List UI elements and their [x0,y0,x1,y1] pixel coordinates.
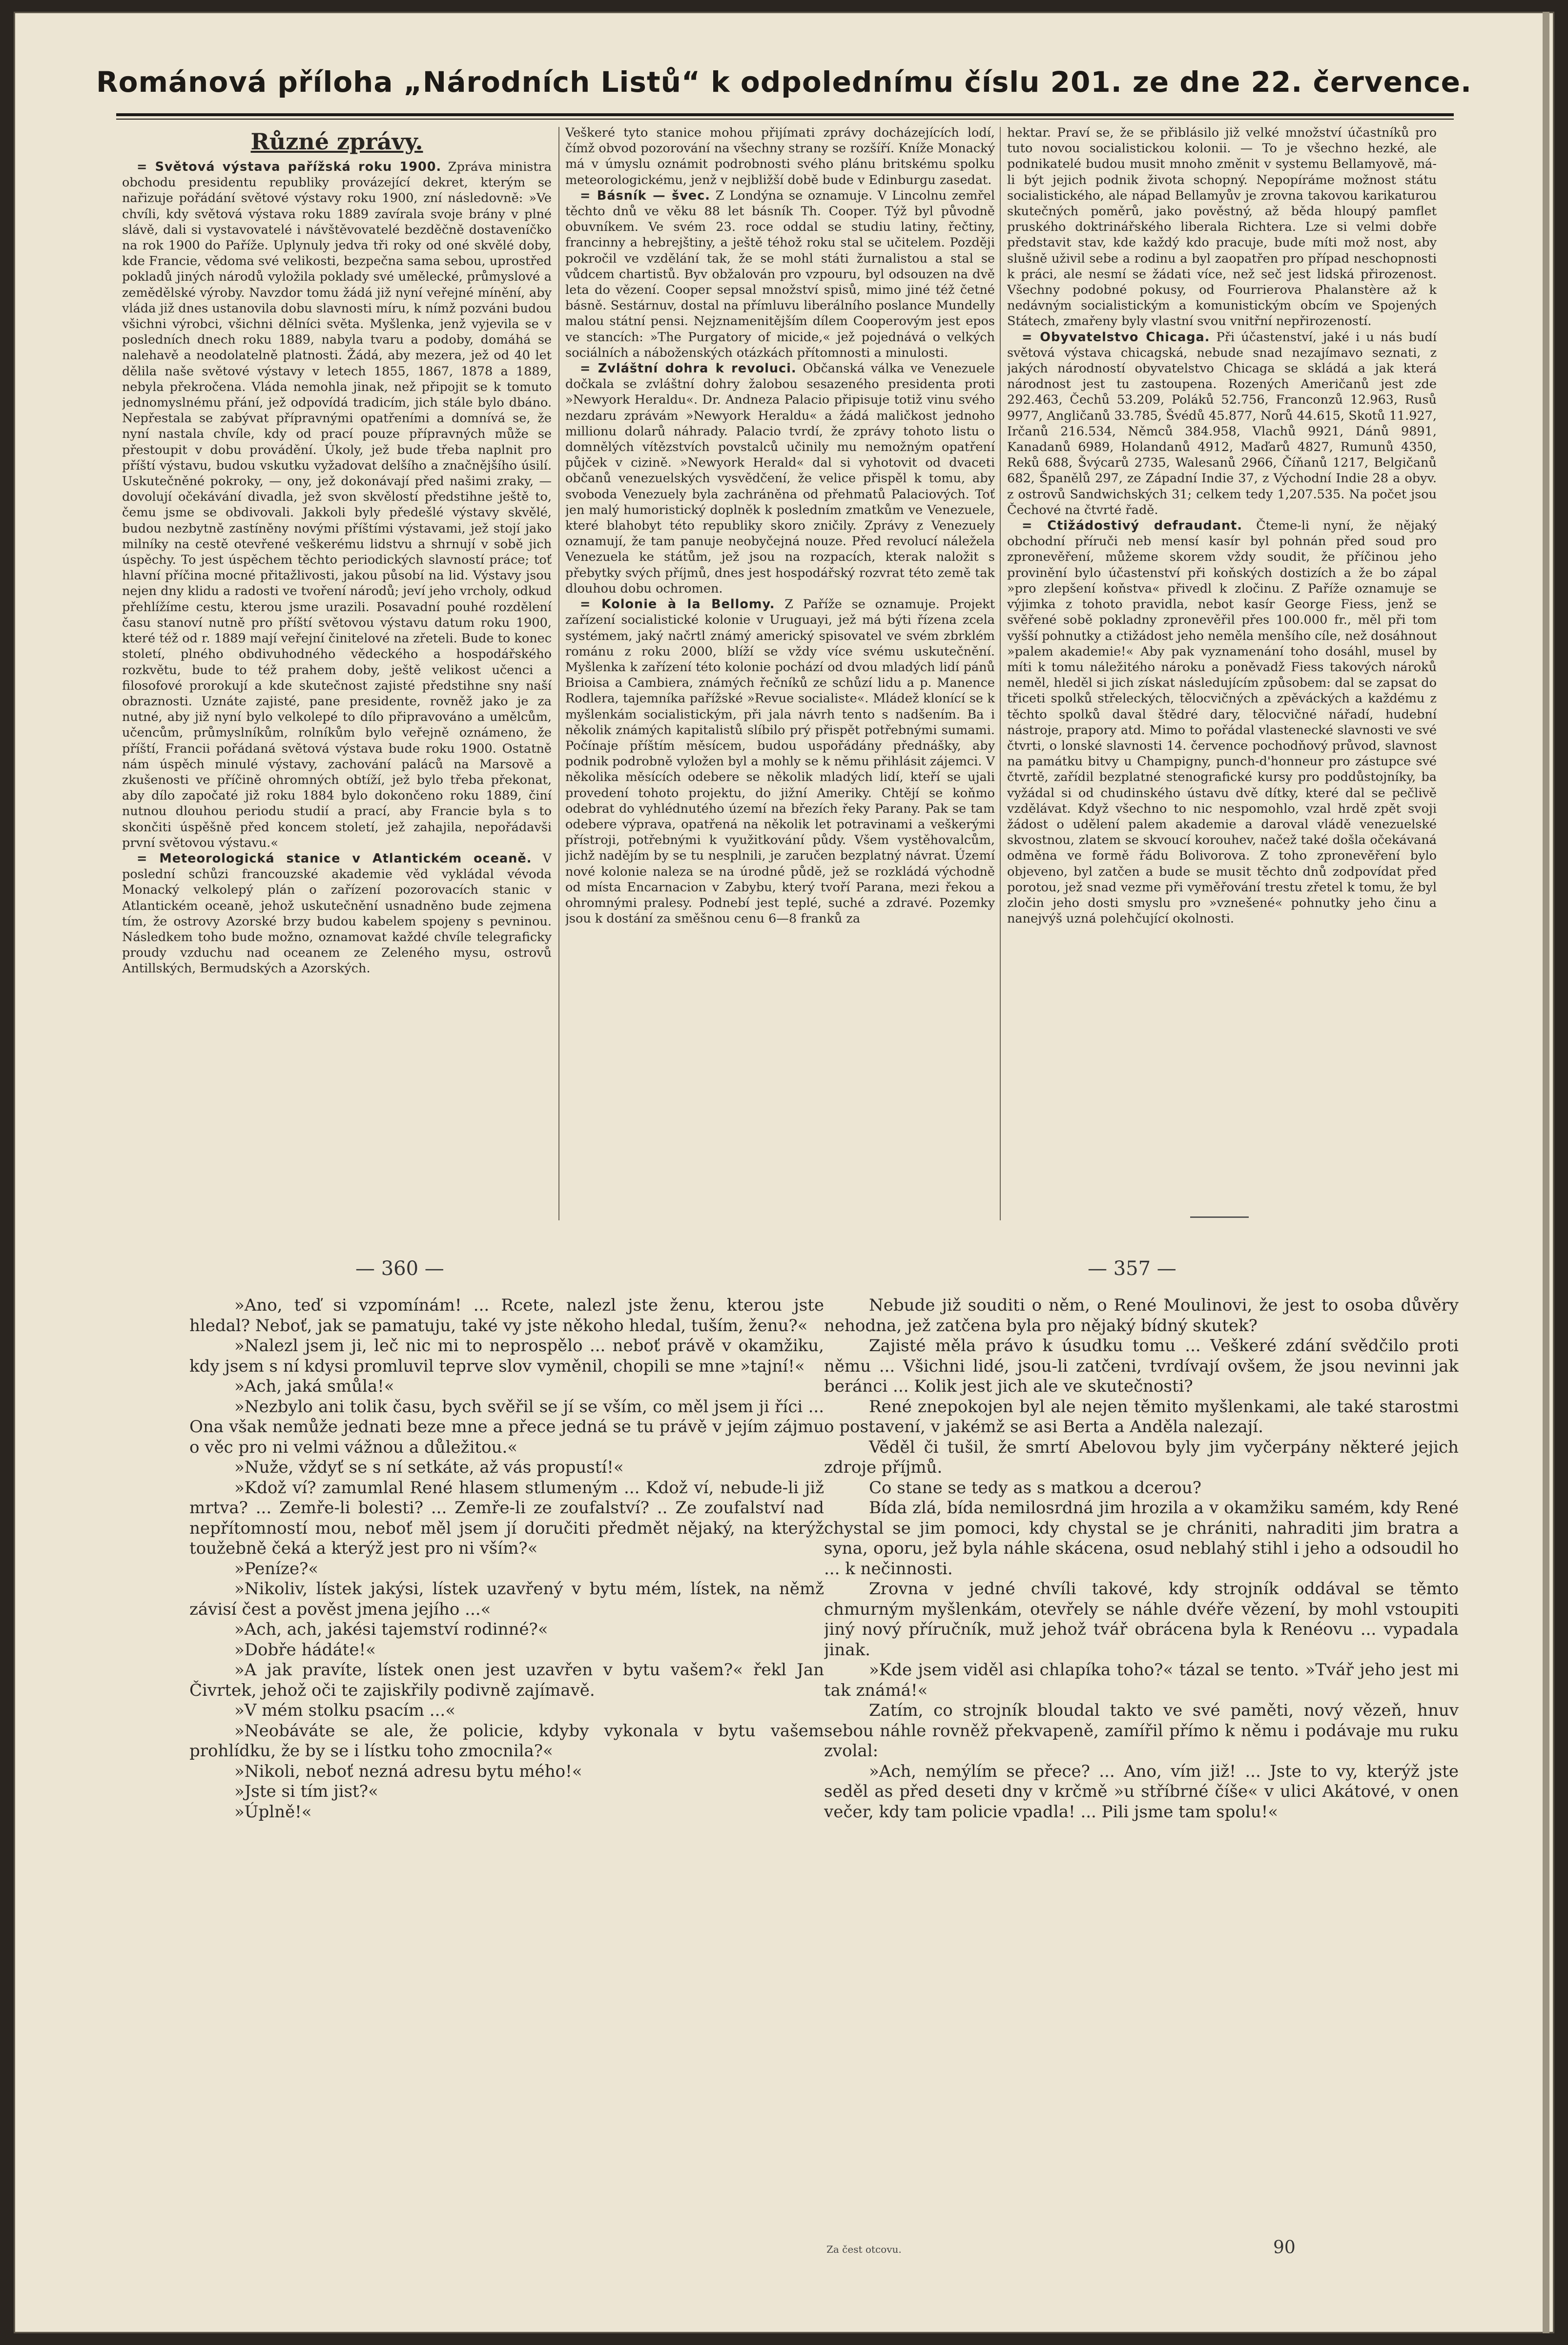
news-column-1 [122,125,552,1233]
page-number-right: — 357 — [1088,1257,1176,1280]
article-defraudant [1007,518,1437,926]
article-paris-expo [122,159,552,851]
news-column-2 [565,125,995,1233]
novel-paragraph: »Nezbylo ani tolik času, bych svěřil se jí se vším, co měl jsem ji říci ... Ona však nemůže jednati beze mne a přece jedná se tu právě v jejím zájmu o věc pro ni velmi vážnou a důležitou.« [189,1397,824,1457]
header-rule-thin [116,119,1454,120]
novel-paragraph: »V mém stolku psacím ...« [234,1701,456,1720]
novel-paragraph: Bída zlá, bída nemilosrdná jim hrozila a v okamžiku samém, kdy René chystal se jim pomoci, kdy chystal se je chrániti, nahraditi jim bratra a syna, oporu, jež byla náhle skácena, osud neblahý stihl i jeho a odsoudil ho ... k nečinnosti. [824,1498,1459,1579]
page-edge [1543,12,1549,2333]
article-heading: = Meteorologická stanice v Atlantickém oceaně. [137,851,532,866]
article-text: Občanská válka ve Venezuele dočkala se zvláštní dohry žalobou sesazeného presidenta proti »Newyork Heraldu«. Dr. Andneza Palacio připisuje totiž vinu svého nezdaru zprávám »Newyork Heraldu« a žádá maličkost jednoho millionu dolarů náhrady. Palacio tvrdí, že zprávy tohoto listu o domnělých vítězstvích povstalců učinily mu nemožným opatření půjček v cizině. »Newyork Herald« dal si vyhotovit od dvaceti občanů venezuelských vysvědčení, že velice přispěl k tomu, aby svoboda Venezuely byla zachráněna od přehmatů Palaciových. Toť jen malý humoristický doplněk k posledním zmatkům ve Venezuele, které blahobyt této republiky skoro zničily. Zprávy z Venezuely oznamují, že tam panuje neobyčejná nouze. Před revolucí náležela Venezuela ke státům, jež jsou na rozpacích, kterak naložit s přebytky svých příjmů, dnes jest hospodářský rozvrat této země tak dlouhou dobu ochromen. [565,361,995,596]
novel-paragraph: »Ach, ach, jakési tajemství rodinné?« [234,1620,548,1639]
novel-paragraph: Nebude již souditi o něm, o René Moulinovi, že jest to osoba důvěry nehodna, jež zatčena byla pro nějaký bídný skutek? [824,1296,1459,1336]
article-poet-cobbler [565,188,995,361]
novel-paragraph: »Ach, jaká smůla!« [234,1377,394,1396]
article-heading: = Obyvatelstvo Chicaga. [1022,329,1210,345]
novel-paragraph: »Dobře hádáte!« [234,1640,376,1660]
column-divider [558,127,559,1220]
novel-paragraph: Zajisté měla právo k úsudku tomu ... Veškeré zdání svědčilo proti němu ... Všichni lidé, jsou-li zatčeni, tvrdívají ovšem, že jsou nevinni jak beránci ... Kolik jest jich ale ve skutečnosti? [824,1336,1459,1396]
news-column-3 [1007,125,1437,1233]
article-colony [565,597,995,926]
novel-paragraph: »Jste si tím jist?« [234,1782,378,1801]
article-meteorology [122,851,552,977]
article-text: Zpráva ministra obchodu presidentu republiky provázející dekret, kterým se nařizuje pořádání světové výstavy roku 1900, zní následovně: »Ve chvíli, kdy světová výstava roku 1889 zavírala svoje brány v plné slávě, dali si vystavovatelé i návštěvovatelé bezděčně dostaveníčko na rok 1900 do Paříže. Uplynuly jedva tři roky od oné skvělé doby, kde Francie, vědoma své velikosti, bezpečna sama sebou, uprostřed pokladů jiných národů vyložila poklady své umělecké, průmyslové a zemědělské výroby. Navzdor tomu žádá již nyní veřejné mínění, aby vláda již dnes ustanovila dobu slavnosti míru, k nímž pozváni budou všichni výrobci, všichni dělníci světa. Myšlenka, jenž vyjevila se v posledních dnech roku 1889, nabyla tvaru a podoby, domáhá se nalehavě a neodolatelně platnosti. Žádá, aby mezera, jež od 40 let dělila naše světové výstavy v letech 1855, 1867, 1878 a 1889, nebyla překročena. Vláda nemohla jinak, než připojit se k tomuto jednomyslnému přání, jež odpovídá tradicím, jich stále bylo dbáno. Nepřestala se zabývat přípravnými opatřeními a domnívá se, že nyní nastala chvíle, kdy od prací pouze přípravných může se přestoupit v dobu provádění. Úkoly, jež bude třeba naplnit pro příští výstavu, budou vskutku vyžadovat delšího a značnějšího úsilí. Uskutečněné pokroky, — ony, jež dokonávají před našimi zraky, — dovolují očekávání divadla, jež svon skvělostí předstihne ještě to, čemu jsme se obdivovali. Jakkoli byly předešlé výstavy skvělé, budou nezbytně zastíněny novými příštími výstavami, jež stojí jako milníky na cestě otevřené veškerému lidstvu a shrnují v sobě jich úspěchy. To jest úspěchem těchto periodických slavností práce; toť hlavní příčina mocné přitažlivosti, jakou působí na lid. Výstavy jsou nejen dny klidu a radosti ve tvoření národů; jeví jeho vrcholy, odkud přehlížíme cestu, kterou jsme urazili. Posavadní pouhé rozdělení času stanoví nutně pro příští světovou výstavu datum roku 1900, které též od r. 1889 mají veřejní činitelové na zřeteli. Bude to konec století, plného obdivuhodného vědeckého a hospodářského rozkvětu, bude to též prahem doby, ještě velikost učenci a filosofové prorokují a kde skutečnost zajisté předstihne sny naší obraznosti. Uznáte zajisté, pane presidente, rovněž jako je za nutné, aby již nyní bylo velkolepé to dílo připravováno a umělcům, učencům, průmyslníkům, rolníkům bylo veřejně oznámeno, že příští, Francii pořádaná světová výstava bude roku 1900. Ostatně nám úspěch minulé výstavy, zachování paláců na Marsově a zkušenosti ve příčině ohromných obtíží, jež bylo třeba překonat, aby dílo započaté již roku 1884 bylo dokončeno roku 1889, činí nutnou dlouhou periodu studií a prací, aby Francie byla s to skončiti úspěšně před koncem století, jež zahajila, nepořádavši první světovou výstavu.« [122,160,552,850]
novel-paragraph: Věděl či tušil, že smrtí Abelovou byly jim vyčerpány některé jejich zdroje příjmů. [824,1437,1459,1477]
novel-paragraph: »Nikoli, neboť nezná adresu bytu mého!« [234,1761,582,1781]
novel-page-right [824,1296,1459,2238]
novel-paragraph: »Peníze?« [234,1559,319,1579]
novel-page-left [189,1296,824,2238]
newspaper-page [14,12,1554,2333]
article-text: Při účastenství, jaké i u nás budí světová výstava chicagská, nebude snad nezajímavo seznati, z jakých národností obyvatelstvo Chicaga se skládá a jak která národnost jest tu zastoupena. Rozených Američanů jest zde 292.463, Čechů 53.209, Poláků 52.756, Franconzů 12.963, Rusů 9977, Angličanů 33.785, Švédů 45.877, Norů 44.615, Skotů 11.927, Irčanů 216.534, Němců 384.958, Vlachů 9921, Dánů 9891, Kanadanů 6989, Holandanů 4912, Maďarů 4827, Rumunů 4350, Reků 688, Švýcarů 2735, Walesanů 2966, Číňanů 1217, Belgičanů 682, Španělů 297, ze Západní Indie 37, z Východní Indie 28 a obyv. z ostrovů Sandwichských 31; celkem tedy 1,207.535. Na počet jsou Čechové na čtvrté řadě. [1007,329,1437,517]
novel-paragraph: Zrovna v jedné chvíli takové, kdy strojník oddával se těmto chmurným myšlenkám, otevřely se náhle dvéře vězení, by mohl vstoupiti jiný nový příručník, muž jehož tvář obrácena byla k Renéovu ... vypadala jinak. [824,1579,1459,1660]
sheet-number: 90 [1273,2238,1296,2258]
article-revolution [565,361,995,597]
article-text: V poslední schůzi francouzské akademie věd vykládal vévoda Monacký velkolepý plán o zařízení pozorovacích stanic v Atlantickém oceaně, jehož uskutečnění usnadněno bude zejmena tím, že ostrovy Azorské brzy budou kabelem spojeny s pevninou. Následkem toho bude možno, oznamovat každé chvíle telegraficky proudy vzduchu nad oceanem ze Zeleného mysu, ostrovů Antillských, Bermudských a Azorských. [122,851,552,976]
novel-paragraph: Zatím, co strojník bloudal takto ve své paměti, nový vězeň, hnuv sebou náhle rovněž překvapeně, zamířil přímo k němu i podávaje mu ruku zvolal: [824,1701,1459,1761]
article-heading: = Kolonie à la Bellomy. [580,597,775,612]
novel-title-footer: Za čest otcovu. [826,2243,902,2255]
novel-paragraph: »Nikoliv, lístek jakýsi, lístek uzavřený v bytu mém, lístek, na němž závisí čest a pověst jmena jejího ...« [189,1579,824,1619]
article-continuation [565,125,995,188]
novel-paragraph: »Neobáváte se ale, že policie, kdyby vykonala v bytu vašem prohlídku, že by se i lístku toho zmocnila?« [189,1721,824,1761]
novel-paragraph: »Nalezl jsem ji, leč nic mi to neprospělo ... neboť právě v okamžiku, kdy jsem s ní kdysi promluvil teprve slov vyměnil, chopili se mne »tajní!« [189,1336,824,1376]
novel-paragraph: »Ach, nemýlím se přece? ... Ano, vím již! ... Jste to vy, kterýž jste seděl as před deseti dny v krčmě »u stříbrné číše« v ulici Akátové, v onen večer, kdy tam policie vpadla! ... Pili jsme tam spolu!« [824,1761,1459,1822]
page-header: Románová příloha „Národních Listů“ k odpolednímu číslu 201. ze dne 22. července. [96,65,1472,99]
novel-paragraph: René znepokojen byl ale nejen těmito myšlenkami, ale také starostmi o postavení, v jakémž se asi Berta a Anděla nalezají. [824,1397,1459,1437]
article-text: Z Paříže se oznamuje. Projekt zařízení socialistické kolonie v Uruguayi, jež má býti řízena zcela systémem, jaký načrtl známý americký spisovatel ve svém zbrklém románu z roku 2000, blíží se vždy více svému uskutečnění. Myšlenka k zařízení této kolonie pochází od dvou mladých lidí pánů Brioisa a Cambiera, známých řečníků ze schůzí lidu a p. Manence Rodlera, tajemníka pařížské »Revue socialiste«. Mládež klonící se k myšlenkám socialistickým, při jala návrh tento s nadšením. Ba i několik známých kapitalistů slíbilo prý přispět potřebnými sumami. Počínaje příštím měsícem, budou uspořádány přednášky, aby podnik podrobně vyložen byl a mohly se k němu přihlásit zájemci. V několika měsících odebere se několik mladých lidí, kteří se ujali provedení tohoto projektu, do jižní Ameriky. Chtějí se koňmo odebrat do vyhlédnutého území na březích řeky Parany. Pak se tam odebere výprava, opatřená na několik let potravinami a veškerými přístroji, potřebnými k využitkování půdy. Všem vystěhovalcům, jichž nadějím by se tu nesplnili, je zaručen bezplatný návrat. Území nové kolonie naleza se na úrodné půdě, jež se rozkládá východně od místa Encarnacion v Zabybu, který tvoří Parana, mezi řekou a ohromnými pralesy. Podnebí jest teplé, suché a zdravé. Pozemky jsou k dostání za směšnou cenu 6—8 franků za [565,597,995,926]
section-title: Různé zprávy. [250,128,423,155]
article-text: Veškeré tyto stanice mohou přijímati zprávy docházejících lodí, čímž obvod pozorování na všechny strany se rozšíří. Kníže Monacký má v úmyslu oznámit podrobnosti svého plánu britskému spolku meteorologickému, jenž v nejbližší době bude v Edinburgu zasedat. [565,125,995,187]
article-text: Čteme-li nyní, že nějaký obchodní příruči neb mensí kasír byl pohnán před soud pro zpronevěření, můžeme skorem vždy soudit, že příčinou jeho provinění bylo účastenství při koňských dostizích a že bo zápal »pro zlepšení koňstva« přivedl k zločinu. Z Paříže oznamuje se výjimka z tohoto pravidla, nebot kasír George Fiess, jenž se svěřené sobě pokladny zpronevěřil přes 100.000 fr., měl při tom vyšší pohnutky a ctižádost jeho neměla menšího cíle, než dosáhnout »palem akademie!« Aby pak vyznamenání toho dosáhl, musel by míti k tomu náležitého nároku a poněvadž Fiess takových nároků neměl, hleděl si jich získat následujícím způsobem: dal se zapsat do třiceti spolků střeleckých, tělocvičných a zpěváckých a každému z těchto spolků daval štědré dary, tělocvičné nářadí, hudební nástroje, prapory atd. Mimo to pořádal vlastenecké slavnosti ve své čtvrti, o lonské slavnosti 14. července pochodňový průvod, slavnost na památku bitvy u Champigny, punch-d'honneur pro zástupce své čtvrtě, zařídil bezplatné stenografické kursy pro poddůstojníky, ba vyžádal si od chudinského ústavu dvě dítky, které dal se pečlivě vzdělávat. Když všechno to nic nespomohlo, vzal hrdě zpět svoji žádost o udělení palem akademie a daroval vládě venezuelské skvostnou, zlatem se skvoucí korouhev, načež také došla očekávaná odměna ve formě řádu Bolivorova. Z toho zpronevěření bylo objeveno, byl zatčen a bude se musit těchto dnů zodpovídat před porotou, jež snad vezme při vyměřování trestu zřetel k tomu, že byl zločin jeho dosti smyslu pro »vznešené« pohnutky jeho činu a nanejvýš uzná polehčující okolnosti. [1007,518,1437,926]
article-continuation [1007,125,1437,329]
article-text: hektar. Praví se, že se přiblásilo již velké množství účastníků pro tuto novou socialistickou kolonii. — To je všechno hezké, ale podnikatelé budou musit mnoho změnit v systemu Bellamyově, má-li být jejich podnik života schopný. Nepopíráme možnost státu socialistického, ale nápad Bellamyův je zrovna takovou karikaturou skutečných poměrů, jako pověstný, až běda hloupý pamflet pruského doktrinářského liberala Richtera. Lze si velmi dobře představit stav, kde každý kdo pracuje, bude míti mož nost, aby slušně uživil sebe a rodinu a byl zaopatřen pro případ neschopnosti k práci, ale nesmí se žádati více, než seč jest lidská přirozenost. Všechny podobné pokusy, od Fourrierova Phalanstère až k nedávným socialistickým a komunistickým obcím ve Spojených Státech, zmařeny byly vlastní svou vnitřní nepřirozeností. [1007,125,1437,329]
novel-paragraph: Co stane se tedy as s matkou a dcerou? [869,1478,1202,1498]
article-heading: = Zvláštní dohra k revoluci. [580,361,797,376]
novel-paragraph: »Kdož ví? zamumlal René hlasem stlumeným ... Kdož ví, nebude-li již mrtva? ... Zemře-li bolesti? ... Zemře-li ze zoufalství? .. Ze zoufalství nad nepřítomností mou, neboť měl jsem jí doručiti předmět nějaký, na kterýž toužebně čeká a kterýž jest pro ni vším?« [189,1478,824,1558]
header-rule [116,113,1454,116]
article-heading: = Básník — švec. [580,188,710,203]
novel-paragraph: »Úplně!« [234,1802,312,1822]
article-text: Z Londýna se oznamuje. V Lincolnu zemřel těchto dnů ve věku 88 let básník Th. Cooper. Týž byl původně obuvníkem. Ve svém 23. roce oddal se studiu latiny, řečtiny, francinny a hebrejštiny, a ještě téhož roku stal se učitelem. Později pokročil ve vzdělání tak, že se mohl státi žurnalistou a stal se vůdcem chartistů. Byv obžalován pro vzpouru, byl odsouzen na dvě leta do vězení. Cooper sepsal množství spisů, mimo jiné též četné básně. Sestárnuv, dostal na přímluvu liberálního poslance Mundelly malou státní pensi. Nejznamenitějším dílem Cooperovým jest epos ve stancích: »The Purgatory of micide,« jež pojednává o velkých sociálních a náboženských otázkách přítomnosti a minulosti. [565,188,995,360]
novel-paragraph: »A jak pravíte, lístek onen jest uzavřen v bytu vašem?« řekl Jan Čivrtek, jehož oči te zajiskřily podivně zajímavě. [189,1660,824,1700]
novel-paragraph: »Ano, teď si vzpomínám! ... Rcete, nalezl jste ženu, kterou jste hledal? Neboť, jak se pamatuju, také vy jste někoho hledal, tuším, ženu?« [189,1296,824,1336]
page-number-left: — 360 — [355,1257,444,1280]
article-heading: = Ctižádostivý defraudant. [1022,518,1243,534]
novel-paragraph: »Kde jsem viděl asi chlapíka toho?« tázal se tento. »Tvář jeho jest mi tak známá!« [824,1660,1459,1700]
novel-paragraph: »Nuže, vždyť se s ní setkáte, až vás propustí!« [234,1458,624,1477]
end-of-section-rule [1190,1216,1249,1218]
article-heading: = Světová výstava pařížská roku 1900. [137,160,442,174]
column-divider [1000,127,1001,1220]
article-chicago [1007,329,1437,518]
